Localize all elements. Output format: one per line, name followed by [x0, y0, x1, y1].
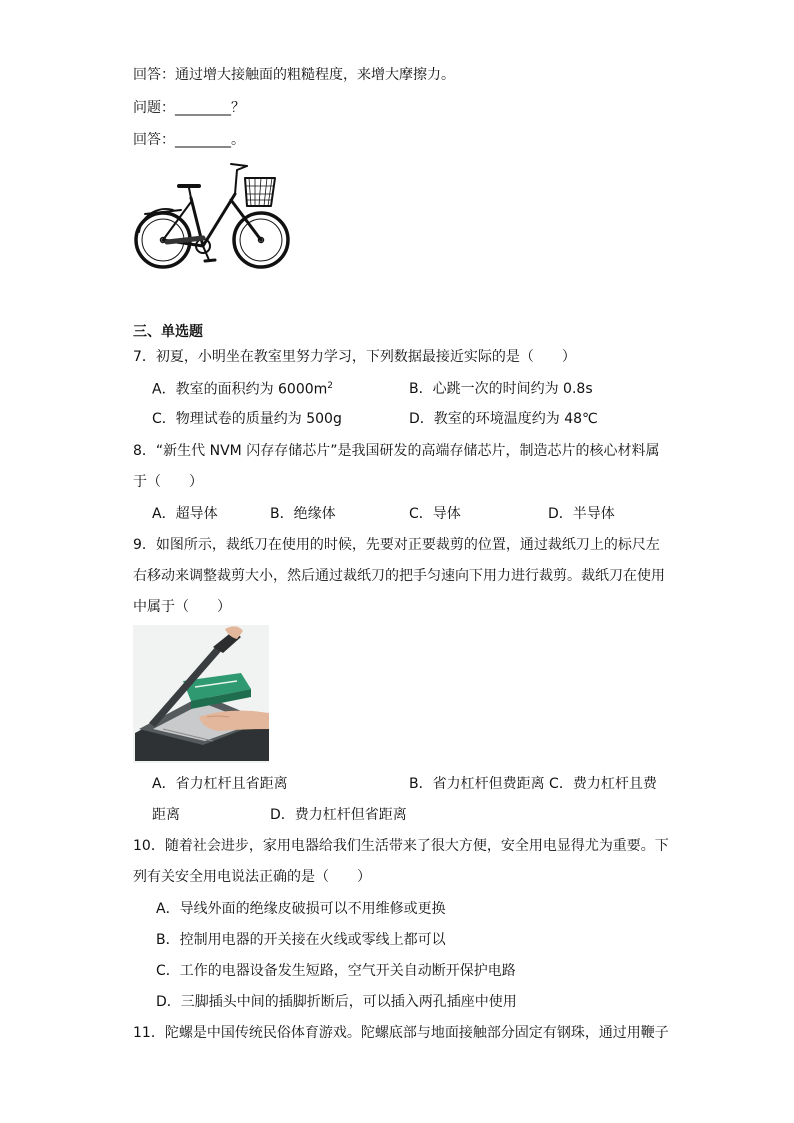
question-8-option-b: B．绝缘体: [270, 506, 336, 522]
question-line-2: 问题：________？: [133, 100, 245, 116]
question-10-stem-line-2: 列有关安全用电说法正确的是（ ）: [133, 869, 371, 885]
question-10-option-a: A．导线外面的绝缘皮破损可以不用维修或更换: [156, 901, 446, 917]
question-9-option-d: D．费力杠杆但省距离: [270, 807, 407, 823]
question-9-stem-line-2: 右移动来调整裁剪大小，然后通过裁纸刀的把手匀速向下用力进行裁剪。裁纸刀在使用: [133, 568, 665, 584]
question-10-option-c: C．工作的电器设备发生短路，空气开关自动断开保护电路: [156, 963, 516, 979]
question-7-option-b: B．心跳一次的时间约为 0.8s: [409, 381, 593, 397]
question-9-option-a: A．省力杠杆且省距离: [152, 776, 288, 792]
question-8-option-a: A．超导体: [152, 506, 218, 522]
question-11-stem-line-1: 11．陀螺是中国传统民俗体育游戏。陀螺底部与地面接触部分固定有钢珠，通过用鞭子: [133, 1025, 669, 1041]
question-8-option-d: D．半导体: [548, 506, 615, 522]
question-8-stem-line-2: 于（ ）: [133, 474, 203, 490]
question-9-option-c-continued: 距离: [152, 807, 180, 823]
question-7-option-a: A．教室的面积约为 $6000m^2$: [152, 381, 334, 398]
question-7-option-c: C．物理试卷的质量约为 500g: [152, 411, 342, 427]
question-10-option-b: B．控制用电器的开关接在火线或零线上都可以: [156, 932, 446, 948]
question-7-stem: 7．初夏，小明坐在教室里努力学习，下列数据最接近实际的是（ ）: [133, 349, 576, 365]
answer-line-1: 回答：通过增大接触面的粗糙程度，来增大摩擦力。: [133, 67, 455, 83]
section-title: 三、单选题: [133, 324, 203, 340]
paper-cutter-figure: [133, 625, 269, 763]
question-7-option-d: D．教室的环境温度约为 48℃: [409, 411, 598, 427]
bicycle-figure: [133, 160, 295, 272]
question-9-stem-line-1: 9．如图所示，裁纸刀在使用的时候，先要对正要裁剪的位置，通过裁纸刀上的标尺左: [133, 537, 660, 553]
question-9-option-b-c: B．省力杠杆但费距离 C．费力杠杆且费: [409, 776, 657, 792]
question-9-stem-line-3: 中属于（ ）: [133, 599, 231, 615]
question-10-option-d: D．三脚插头中间的插脚折断后，可以插入两孔插座中使用: [156, 994, 517, 1010]
question-8-option-c: C．导体: [409, 506, 461, 522]
answer-line-2: 回答：________。: [133, 132, 245, 148]
question-8-stem-line-1: 8．“新生代 NVM 闪存存储芯片”是我国研发的高端存储芯片，制造芯片的核心材料属: [133, 443, 660, 459]
question-10-stem-line-1: 10．随着社会进步，家用电器给我们生活带来了很大方便，安全用电显得尤为重要。下: [133, 838, 669, 854]
